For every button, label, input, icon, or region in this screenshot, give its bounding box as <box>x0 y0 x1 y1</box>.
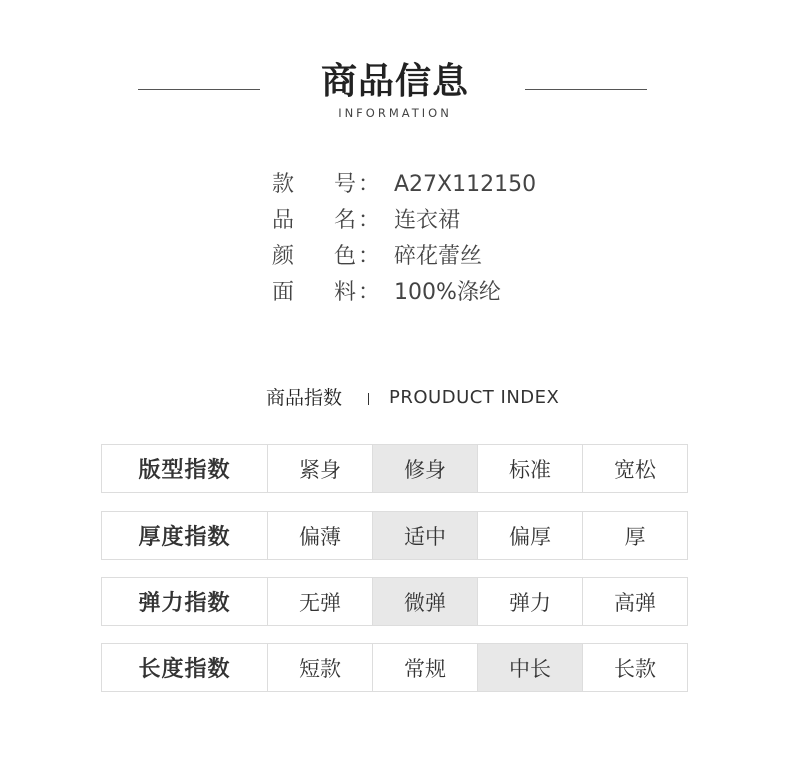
index-row-thickness <box>101 511 689 560</box>
index-row-label: 弹力指数 <box>101 577 268 626</box>
index-title-en: PROUDUCT INDEX <box>389 387 560 408</box>
info-colon: ： <box>358 172 381 197</box>
index-option-selected: 微弹 <box>373 577 478 626</box>
index-title-divider <box>368 393 369 405</box>
info-colon: ： <box>358 208 381 233</box>
index-option: 紧身 <box>268 444 373 493</box>
index-option: 厚 <box>583 511 688 560</box>
info-key-char: 名 <box>334 208 357 233</box>
index-row-label: 厚度指数 <box>101 511 268 560</box>
index-option-selected: 修身 <box>373 444 478 493</box>
info-value: 连衣裙 <box>394 208 461 233</box>
index-option: 标准 <box>478 444 583 493</box>
page-subtitle: INFORMATION <box>338 106 452 120</box>
header-rule-right <box>525 89 647 90</box>
index-row-elasticity <box>101 577 689 626</box>
index-row-label: 版型指数 <box>101 444 268 493</box>
info-key-char: 款 <box>272 172 295 197</box>
index-option: 常规 <box>373 643 478 692</box>
index-option-selected: 适中 <box>373 511 478 560</box>
info-key-char: 料 <box>334 280 357 305</box>
index-option: 长款 <box>583 643 688 692</box>
index-option-selected: 中长 <box>478 643 583 692</box>
info-colon: ： <box>358 280 381 305</box>
info-value: 碎花蕾丝 <box>394 244 483 269</box>
index-option: 弹力 <box>478 577 583 626</box>
index-section-title <box>0 383 790 413</box>
index-row-length <box>101 643 689 692</box>
page-title: 商品信息 <box>320 61 469 102</box>
info-row-style-number <box>272 167 592 203</box>
index-row-fit <box>101 444 689 493</box>
index-title-cn: 商品指数 <box>266 387 343 409</box>
info-key-char: 号 <box>334 172 357 197</box>
info-key-char: 颜 <box>272 244 295 269</box>
index-row-label: 长度指数 <box>101 643 268 692</box>
info-row-product-name <box>272 203 592 239</box>
info-key-char: 色 <box>334 244 357 269</box>
info-key-char: 品 <box>272 208 295 233</box>
index-option: 偏厚 <box>478 511 583 560</box>
index-option: 偏薄 <box>268 511 373 560</box>
product-info-list <box>272 167 592 311</box>
section-header <box>0 58 790 128</box>
index-option: 高弹 <box>583 577 688 626</box>
info-key-char: 面 <box>272 280 295 305</box>
info-colon: ： <box>358 244 381 269</box>
info-value: 100%涤纶 <box>394 280 501 305</box>
index-option: 无弹 <box>268 577 373 626</box>
index-option: 宽松 <box>583 444 688 493</box>
info-value: A27X112150 <box>394 172 537 197</box>
info-row-fabric <box>272 275 592 311</box>
index-option: 短款 <box>268 643 373 692</box>
info-row-color <box>272 239 592 275</box>
